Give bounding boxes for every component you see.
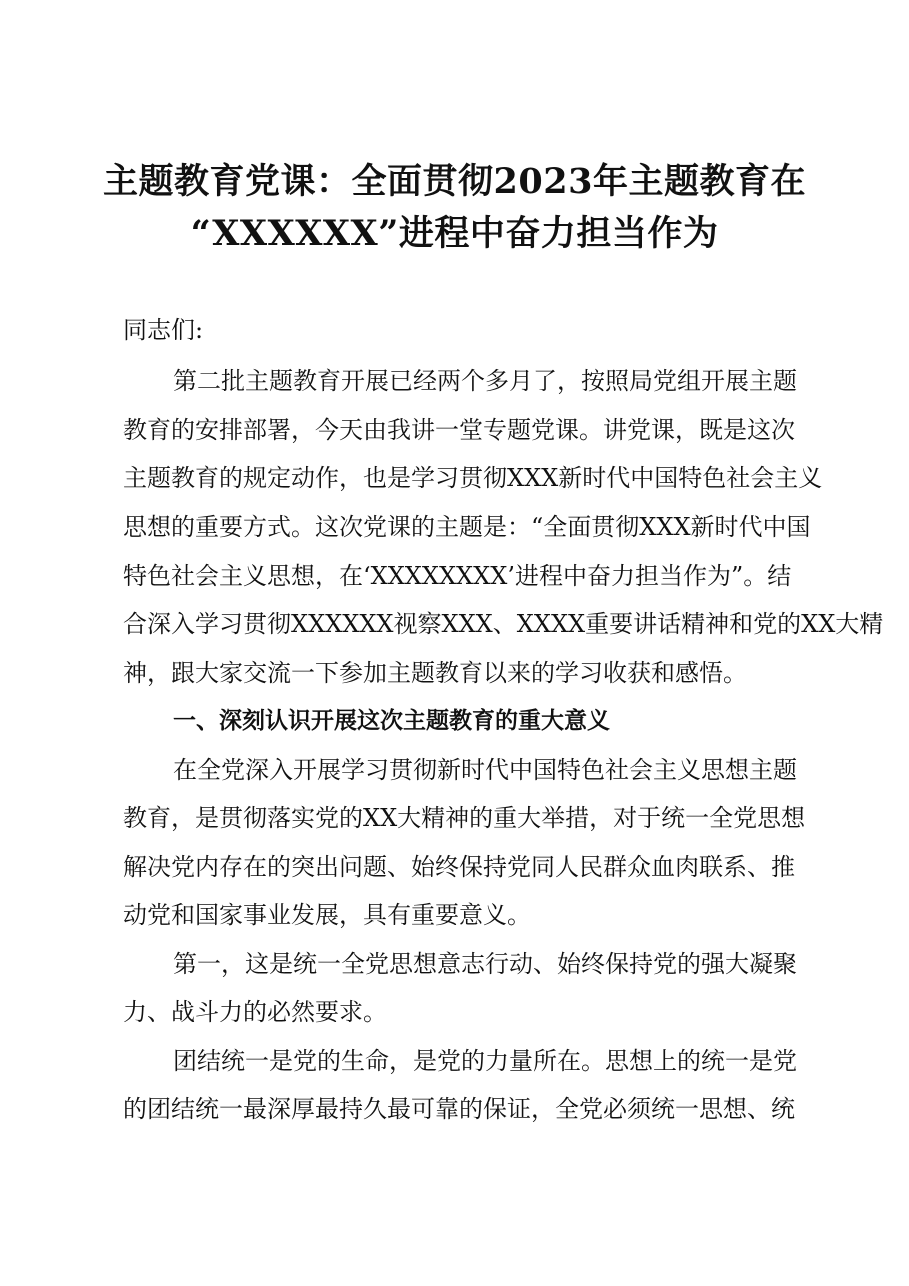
paragraph-line: 思想的重要方式。这次党课的主题是：“全面贯彻XXX新时代中国 xyxy=(123,513,811,541)
section-heading: 一、深刻认识开展这次主题教育的重大意义 xyxy=(173,708,610,734)
paragraph-line: 特色社会主义思想，在‘XXXXXXXX’进程中奋力担当作为”。结 xyxy=(123,562,792,590)
paragraph-line: 神，跟大家交流一下参加主题教育以来的学习收获和感悟。 xyxy=(123,659,747,687)
paragraph-line: 第一，这是统一全党思想意志行动、始终保持党的强大凝聚 xyxy=(173,950,797,978)
salutation: 同志们: xyxy=(123,316,204,344)
paragraph-line: 主题教育的规定动作，也是学习贯彻XXX新时代中国特色社会主义 xyxy=(123,464,823,492)
document-title-line-1: 主题教育党课：全面贯彻2023年主题教育在 xyxy=(103,161,806,202)
paragraph-line: 解决党内存在的突出问题、始终保持党同人民群众血肉联系、推 xyxy=(123,853,795,881)
document-title-line-2: “XXXXXX”进程中奋力担当作为 xyxy=(190,213,719,254)
paragraph-line: 的团结统一最深厚最持久最可靠的保证，全党必须统一思想、统 xyxy=(123,1095,795,1123)
paragraph-line: 动党和国家事业发展，具有重要意义。 xyxy=(123,901,531,929)
paragraph-line: 教育，是贯彻落实党的XX大精神的重大举措，对于统一全党思想 xyxy=(123,804,806,832)
paragraph-line: 力、战斗力的必然要求。 xyxy=(123,998,387,1026)
paragraph-line: 合深入学习贯彻XXXXXX视察XXX、XXXX重要讲话精神和党的XX大精 xyxy=(123,610,884,638)
paragraph-line: 教育的安排部署，今天由我讲一堂专题党课。讲党课，既是这次 xyxy=(123,416,795,444)
paragraph-line: 在全党深入开展学习贯彻新时代中国特色社会主义思想主题 xyxy=(173,756,797,784)
paragraph-line: 第二批主题教育开展已经两个多月了，按照局党组开展主题 xyxy=(173,367,797,395)
document-body xyxy=(123,0,884,1286)
paragraph-line: 团结统一是党的生命，是党的力量所在。思想上的统一是党 xyxy=(173,1047,797,1075)
